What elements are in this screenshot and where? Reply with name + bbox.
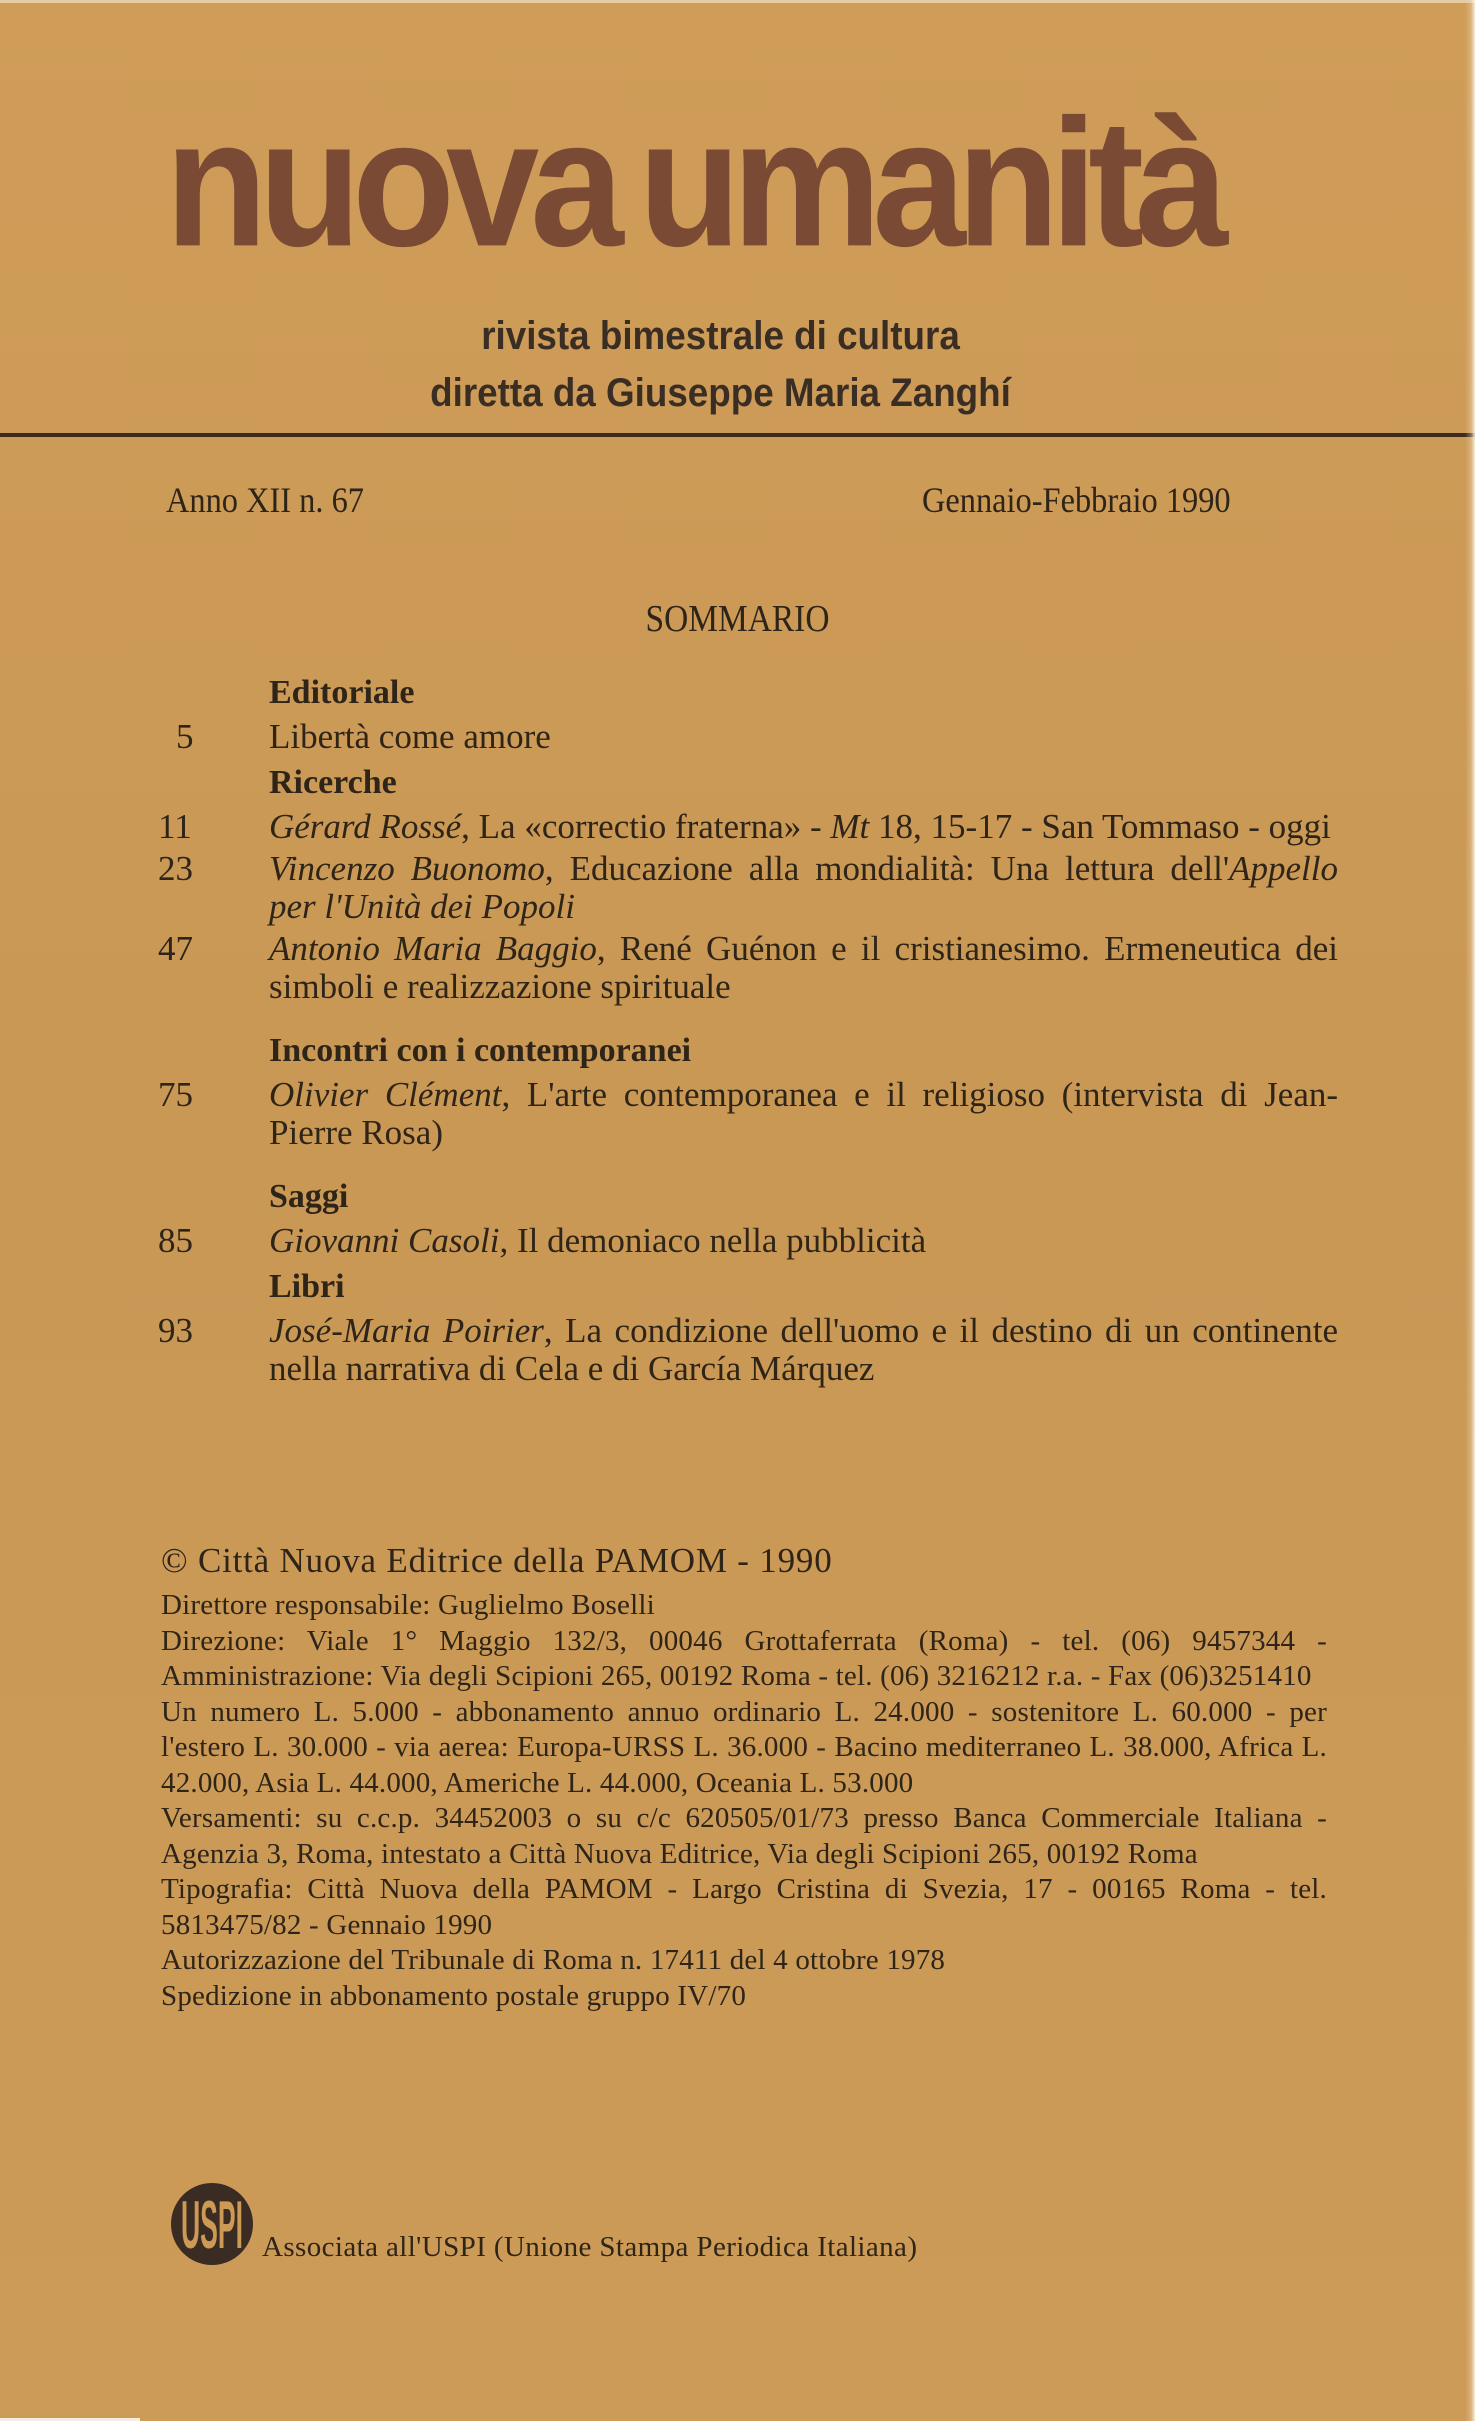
uspi-logo-icon xyxy=(168,2180,256,2268)
toc-entry-title-italic: Mt xyxy=(830,807,870,846)
toc-page-number: 23 xyxy=(158,849,193,888)
toc-entry-text xyxy=(269,808,1338,846)
toc-entry[interactable] xyxy=(158,1222,1338,1260)
page-right-edge xyxy=(1465,0,1475,2421)
toc-page-number: 93 xyxy=(158,1311,193,1350)
toc-entry-text xyxy=(269,930,1338,1006)
prices-paragraph: Un numero L. 5.000 - abbonamento annuo ordinario L. 24.000 - sostenitore L. 60.000 - per l'estero L. 30.000 - via aerea: Europa-URSS L. 36.000 - Bacino mediterraneo L. 38.000, Africa L. 42.000, Asia L. 44.000, Americhe L. 44.000, Oceania L. 53.000 xyxy=(161,1695,1327,1799)
association-row xyxy=(168,2180,917,2268)
toc-entry[interactable] xyxy=(158,808,1338,846)
toc-entry-text xyxy=(269,1312,1338,1388)
masthead-editor-line: diretta da Giuseppe Maria Zanghí xyxy=(430,371,1011,415)
uspi-logo-text: USPI xyxy=(181,2186,243,2263)
toc-page-number: 5 xyxy=(176,717,194,756)
payments-paragraph: Versamenti: su c.c.p. 34452003 o su c/c 620505/01/73 presso Banca Commerciale Italiana - Agenzia 3, Roma, intestato a Città Nuova Editrice, Via degli Scipioni 265, 00192 Roma xyxy=(161,1802,1327,1870)
colophon xyxy=(161,1540,1327,2014)
toc-author: Gérard Rossé xyxy=(269,807,462,846)
toc-entry-title-italic: Appello per l'Unità dei Popoli xyxy=(269,849,1339,926)
toc-entry-text xyxy=(269,850,1338,926)
toc-entry[interactable] xyxy=(158,1076,1338,1152)
toc-section-heading: Libri xyxy=(269,1268,345,1305)
copyright-line: © Città Nuova Editrice della PAMOM - 1990 xyxy=(161,1541,833,1580)
toc-entry[interactable] xyxy=(158,850,1338,926)
toc-section-heading: Ricerche xyxy=(269,764,397,801)
toc-author: Giovanni Casoli xyxy=(269,1221,500,1260)
toc-title: SOMMARIO xyxy=(645,598,830,640)
toc-entry[interactable] xyxy=(158,718,1338,756)
toc-entry-text xyxy=(269,1222,1338,1260)
toc-entry-title: , L'arte contemporanea e il religioso (intervista di Jean-Pierre Rosa) xyxy=(269,1075,1339,1152)
addresses-paragraph: Direzione: Viale 1° Maggio 132/3, 00046 Grottaferrata (Roma) - tel. (06) 9457344 - Amministrazione: Via degli Scipioni 265, 00192 Roma - tel. (06) 3216212 r.a. - Fax (06)3251410 xyxy=(161,1624,1327,1692)
toc-entry-text xyxy=(269,1076,1338,1152)
toc-page-number: 47 xyxy=(158,929,193,968)
toc-entry-title: , La «correctio fraterna» - xyxy=(461,807,831,846)
masthead-title: nuova umanità xyxy=(165,81,1220,285)
page-top-edge xyxy=(0,0,1475,3)
issue-number: Anno XII n. 67 xyxy=(166,480,364,520)
toc-entry-title: , Educazione alla mondialità: Una lettura dell' xyxy=(544,849,1230,888)
toc-page-number: 75 xyxy=(158,1075,193,1114)
toc-author: José-Maria Poirier xyxy=(269,1311,544,1350)
toc-entry-title: , René Guénon e il cristianesimo. Ermeneutica dei simboli e realizzazione spirituale xyxy=(269,929,1338,1006)
authorization-line: Autorizzazione del Tribunale di Roma n. 17411 del 4 ottobre 1978 xyxy=(161,1944,946,1976)
toc-page-number: 85 xyxy=(158,1221,193,1260)
toc-author: Olivier Clément xyxy=(269,1075,502,1114)
toc-entry-title: , Il demoniaco nella pubblicità xyxy=(499,1221,927,1260)
toc-page-number: 11 xyxy=(158,807,192,846)
toc-entry[interactable] xyxy=(158,1312,1338,1388)
toc-section-heading: Incontri con i contemporanei xyxy=(269,1032,692,1069)
toc-entry[interactable] xyxy=(158,930,1338,1006)
toc-section-heading: Saggi xyxy=(269,1178,349,1215)
toc-section-heading: Editoriale xyxy=(269,674,415,711)
issue-date: Gennaio-Febbraio 1990 xyxy=(922,480,1231,520)
header-divider xyxy=(0,433,1475,437)
toc-entry-title: , La condizione dell'uomo e il destino di un continente nella narrativa di Cela e di García Márquez xyxy=(269,1311,1338,1388)
toc-author: Antonio Maria Baggio xyxy=(269,929,597,968)
table-of-contents xyxy=(158,674,1338,1392)
printer-paragraph: Tipografia: Città Nuova della PAMOM - Largo Cristina di Svezia, 17 - 00165 Roma - tel. 5813475/82 - Gennaio 1990 xyxy=(161,1873,1327,1941)
association-text: Associata all'USPI (Unione Stampa Periodica Italiana) xyxy=(262,2231,918,2263)
toc-entry-title: Libertà come amore xyxy=(269,717,551,756)
director-line: Direttore responsabile: Guglielmo Boselli xyxy=(161,1589,655,1621)
toc-entry-title-rest: 18, 15-17 - San Tommaso - oggi xyxy=(869,807,1331,846)
masthead-subtitle: rivista bimestrale di cultura xyxy=(481,314,960,358)
toc-author: Vincenzo Buonomo xyxy=(269,849,545,888)
shipping-line: Spedizione in abbonamento postale gruppo IV/70 xyxy=(161,1979,747,2012)
